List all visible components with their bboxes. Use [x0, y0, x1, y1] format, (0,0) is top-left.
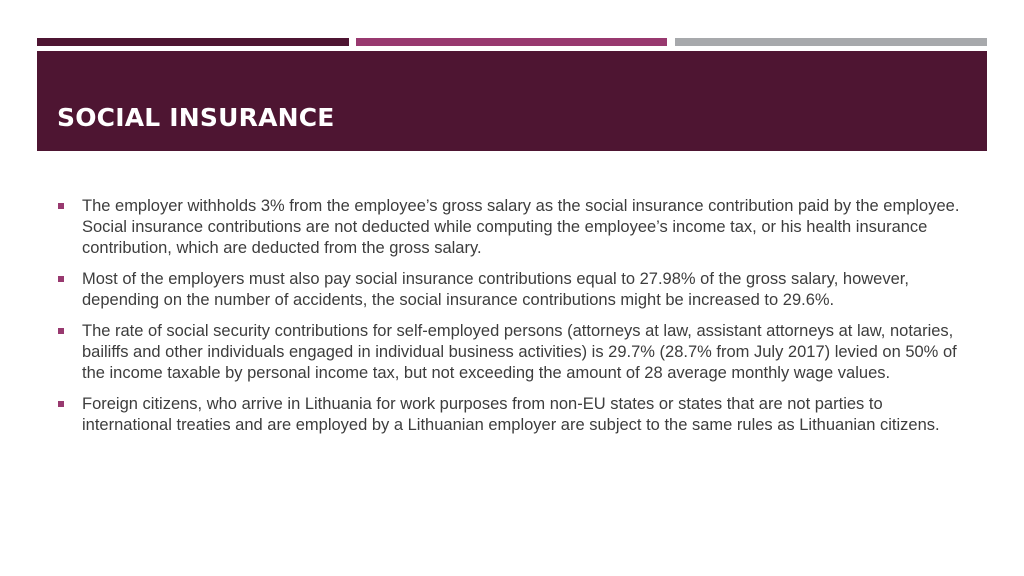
title-banner	[37, 51, 987, 151]
bullet-text: The employer withholds 3% from the employee’s gross salary as the social insurance contribution paid by the employee. Social insurance contributions are not deducted while computing the employee’s income tax, or his health insurance contribution, which are deducted from the gross salary.	[82, 197, 960, 257]
bullet-item	[56, 269, 976, 311]
decorative-stripe-gray	[675, 38, 987, 46]
bullet-item	[56, 196, 976, 259]
square-bullet-icon	[58, 203, 64, 209]
bullet-item	[56, 394, 976, 436]
bullet-text: The rate of social security contributions for self-employed persons (attorneys at law, assistant attorneys at law, notaries, bailiffs and other individuals engaged in individual business activities) is 29.7% (28.7% from July 2017) levied on 50% of the income taxable by personal income tax, but not exceeding the amount of 28 average monthly wage values.	[82, 322, 957, 382]
decorative-stripe-dark	[37, 38, 349, 46]
bullet-text: Most of the employers must also pay social insurance contributions equal to 27.98% of the gross salary, however, depending on the number of accidents, the social insurance contributions might be increased to 29.6%.	[82, 270, 909, 309]
slide-title: SOCIAL INSURANCE	[57, 103, 335, 132]
bullet-list	[56, 196, 976, 446]
square-bullet-icon	[58, 328, 64, 334]
bullet-text: Foreign citizens, who arrive in Lithuania for work purposes from non-EU states or states that are not parties to international treaties and are employed by a Lithuanian employer are subject to the same rules as Lithuanian citizens.	[82, 395, 940, 434]
square-bullet-icon	[58, 401, 64, 407]
bullet-item	[56, 321, 976, 384]
decorative-stripe-accent	[356, 38, 667, 46]
square-bullet-icon	[58, 276, 64, 282]
